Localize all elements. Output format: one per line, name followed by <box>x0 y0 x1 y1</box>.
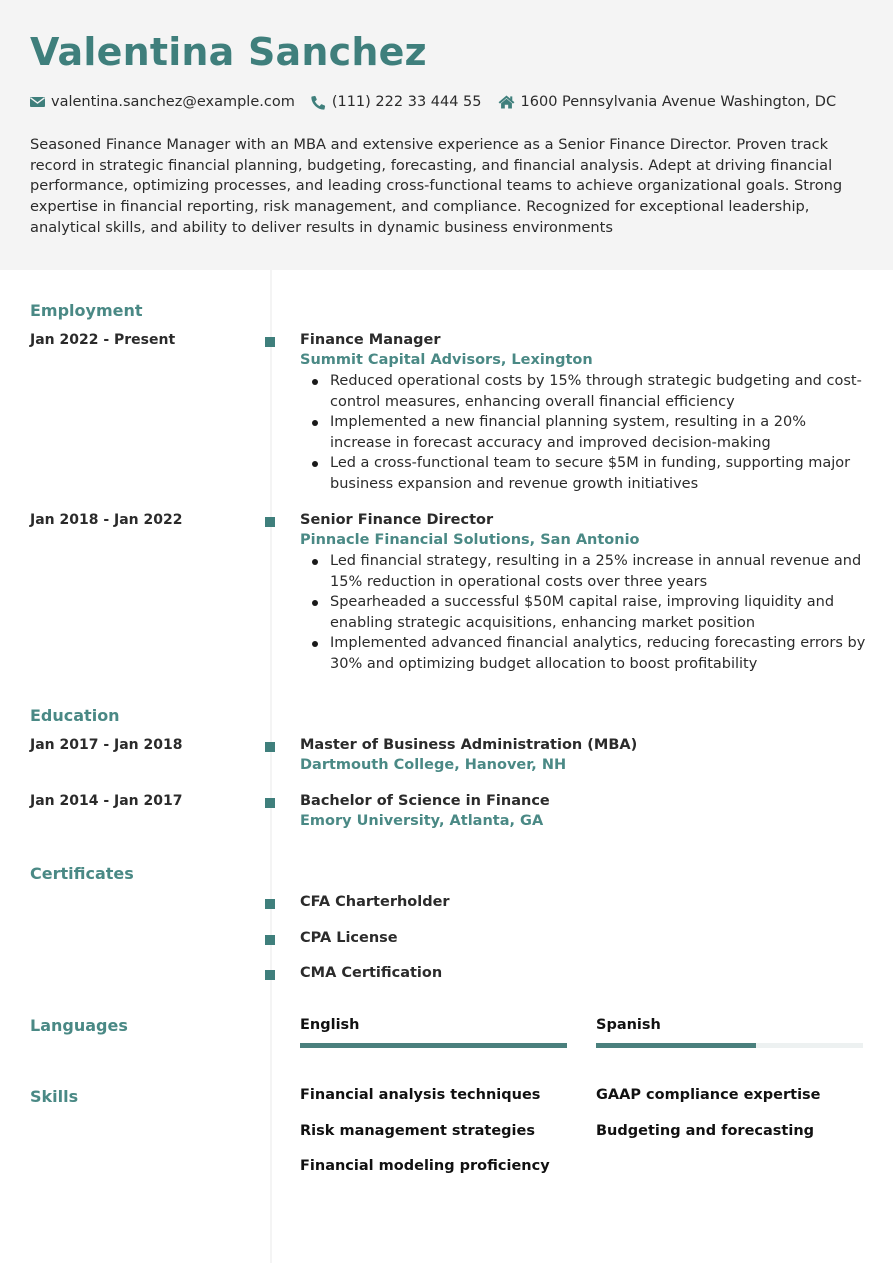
degree-name: Master of Business Administration (MBA) <box>300 737 638 753</box>
timeline-marker <box>265 899 275 909</box>
job-title: Senior Finance Director <box>300 512 494 528</box>
candidate-name: Valentina Sanchez <box>30 30 427 74</box>
envelope-icon <box>30 96 45 108</box>
skill-item: GAAP compliance expertise <box>596 1087 821 1103</box>
education-dates: Jan 2017 - Jan 2018 <box>30 737 183 753</box>
skill-item: Risk management strategies <box>300 1123 535 1139</box>
language-level-fill <box>300 1043 567 1048</box>
skill-item: Financial analysis techniques <box>300 1087 541 1103</box>
section-title-employment: Employment <box>30 301 143 320</box>
language-level-bar <box>596 1043 863 1048</box>
employment-dates: Jan 2022 - Present <box>30 332 176 348</box>
language-level-bar <box>300 1043 567 1048</box>
language-name: Spanish <box>596 1017 661 1033</box>
phone-icon <box>311 95 326 110</box>
timeline-marker <box>265 742 275 752</box>
education-entry <box>300 791 870 831</box>
profile-summary: Seasoned Finance Manager with an MBA and extensive experience as a Senior Finance Director. Proven track record in strategic financial planning, budgeting, forecasting, and financial analysis. Adept at driving financial performance, optimizing processes, and leading cross-functional teams to achieve organizational goals. Strong expertise in financial reporting, risk management, and compliance. Recognized for exceptional leadership, analytical skills, and ability to deliver results in dynamic business environments <box>30 136 843 236</box>
achievement-item: Spearheaded a successful $50M capital raise, improving liquidity and enabling strategic acquisitions, enhancing market position <box>300 592 870 633</box>
language-level-fill <box>596 1043 756 1048</box>
contact-phone <box>311 94 482 110</box>
section-title-languages: Languages <box>30 1016 128 1035</box>
section-title-certificates: Certificates <box>30 864 134 883</box>
contact-info <box>30 93 852 111</box>
achievement-item: Reduced operational costs by 15% through strategic budgeting and cost-control measures, enhancing overall financial efficiency <box>300 371 870 412</box>
employment-dates: Jan 2018 - Jan 2022 <box>30 512 183 528</box>
timeline-marker <box>265 337 275 347</box>
achievements-list <box>300 371 870 494</box>
degree-name: Bachelor of Science in Finance <box>300 793 550 809</box>
column-divider <box>270 270 272 1263</box>
achievement-item: Led a cross-functional team to secure $5M in funding, supporting major business expansion and revenue growth initiatives <box>300 453 870 494</box>
timeline-marker <box>265 935 275 945</box>
address-text: 1600 Pennsylvania Avenue Washington, DC <box>520 94 837 110</box>
education-entry <box>300 735 870 775</box>
contact-email <box>30 94 295 110</box>
language-spanish <box>596 1016 863 1048</box>
employment-entry <box>300 330 870 494</box>
language-name: English <box>300 1017 360 1033</box>
certificate-item: CPA License <box>300 930 398 946</box>
phone-text: (111) 222 33 444 55 <box>331 94 482 110</box>
achievement-item: Implemented a new financial planning system, resulting in a 20% increase in forecast accuracy and improved decision-making <box>300 412 870 453</box>
school-name: Emory University, Atlanta, GA <box>300 813 544 829</box>
skill-item: Financial modeling proficiency <box>300 1158 550 1174</box>
resume-header <box>0 0 893 270</box>
language-english <box>300 1016 567 1048</box>
skill-item: Budgeting and forecasting <box>596 1123 815 1139</box>
timeline-marker <box>265 798 275 808</box>
company-name: Pinnacle Financial Solutions, San Antonio <box>300 532 640 548</box>
certificate-item: CMA Certification <box>300 965 443 981</box>
contact-address <box>498 94 837 110</box>
section-title-education: Education <box>30 706 120 725</box>
timeline-marker <box>265 517 275 527</box>
employment-entry <box>300 510 870 674</box>
achievements-list <box>300 551 870 674</box>
timeline-marker <box>265 970 275 980</box>
company-name: Summit Capital Advisors, Lexington <box>300 352 593 368</box>
job-title: Finance Manager <box>300 332 441 348</box>
achievement-item: Implemented advanced financial analytics, reducing forecasting errors by 30% and optimizing budget allocation to boost profitability <box>300 633 870 674</box>
section-title-skills: Skills <box>30 1087 79 1106</box>
education-dates: Jan 2014 - Jan 2017 <box>30 793 183 809</box>
achievement-item: Led financial strategy, resulting in a 25% increase in annual revenue and 15% reduction in operational costs over three years <box>300 551 870 592</box>
email-text: valentina.sanchez@example.com <box>51 94 295 110</box>
certificate-item: CFA Charterholder <box>300 894 450 910</box>
home-icon <box>498 95 515 109</box>
school-name: Dartmouth College, Hanover, NH <box>300 757 567 773</box>
